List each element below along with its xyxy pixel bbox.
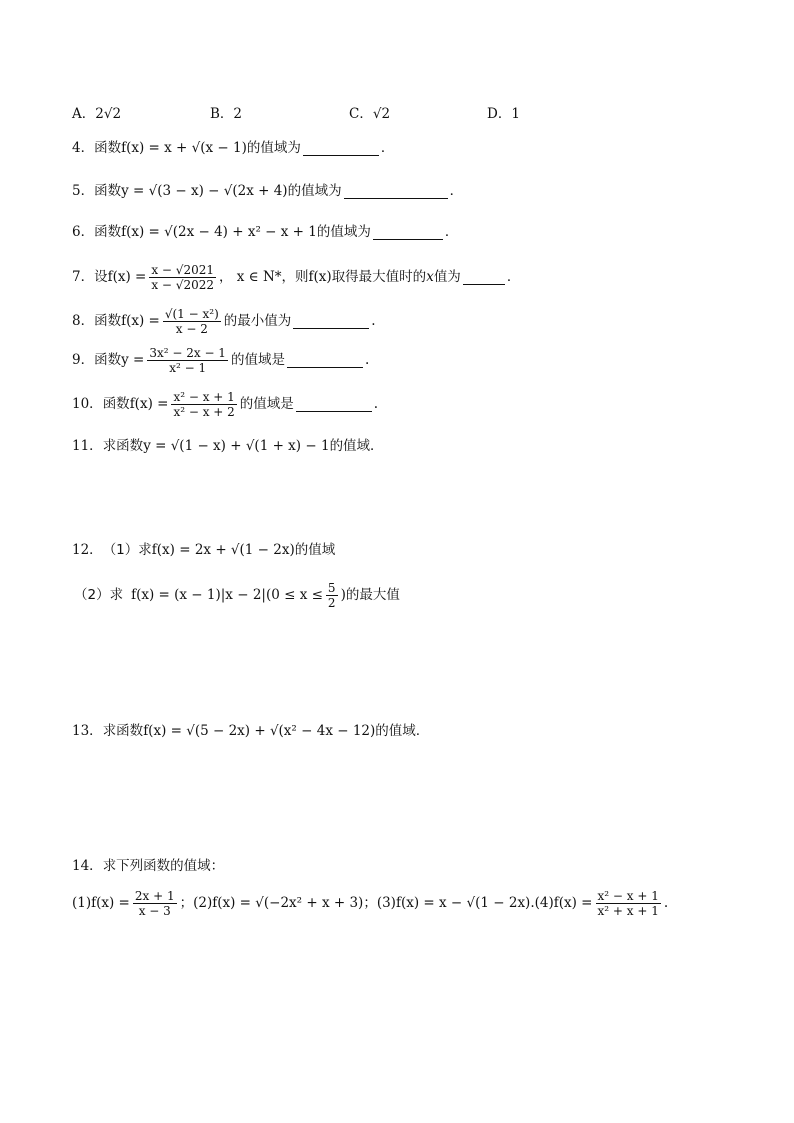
question-text: （2）求 xyxy=(74,587,124,603)
question-number: 14． xyxy=(72,858,103,874)
question-number: 6． xyxy=(72,224,95,240)
question-12-part-2 xyxy=(74,580,400,610)
question-text: 的值域是 xyxy=(239,396,294,412)
fraction xyxy=(171,390,236,419)
math-lhs: f(x) = xyxy=(553,895,593,911)
question-text: 的最大值 xyxy=(345,587,400,603)
option-c-value: √2 xyxy=(372,106,391,122)
fraction-denominator: x − 2 xyxy=(175,321,208,336)
question-10 xyxy=(72,389,378,419)
fraction-numerator: 5 xyxy=(327,580,336,595)
part-label: (4) xyxy=(534,895,554,911)
fraction xyxy=(133,889,177,918)
option-d-value: 1 xyxy=(511,106,520,122)
punctuation: ． xyxy=(506,269,521,285)
question-5 xyxy=(72,181,463,201)
math-expression: f(x) = (x − 1)|x − 2|(0 ≤ x ≤ xyxy=(131,587,323,603)
fraction xyxy=(326,581,338,610)
question-text: ，则 xyxy=(281,269,309,285)
question-number: 13． xyxy=(72,723,103,739)
math-expression: f(x) = x + √(x − 1) xyxy=(121,140,247,156)
fraction-numerator: 2x + 1 xyxy=(134,888,175,903)
option-d-label: D． xyxy=(487,106,512,122)
punctuation: . xyxy=(364,352,370,368)
question-text: 的值域． xyxy=(329,438,384,454)
fraction-numerator: √(1 − x²) xyxy=(164,306,219,321)
question-number: 12． xyxy=(72,542,103,558)
math-lhs: y = xyxy=(121,352,145,368)
question-14-parts xyxy=(72,888,668,918)
question-text: 求下列函数的值域： xyxy=(102,858,225,874)
answer-blank[interactable] xyxy=(293,314,369,329)
option-c xyxy=(349,102,390,122)
separator: ； xyxy=(179,895,194,911)
fraction-numerator: x² − x + 1 xyxy=(597,888,659,903)
answer-blank[interactable] xyxy=(287,353,363,368)
question-text: 函数 xyxy=(94,224,122,240)
question-text: 取得最大值时的 xyxy=(331,269,427,285)
question-number: 9． xyxy=(72,352,95,368)
answer-blank[interactable] xyxy=(296,397,372,412)
math-expression: f(x) = 2x + √(1 − 2x) xyxy=(151,542,295,558)
math-expression: f(x) = √(5 − 2x) + √(x² − 4x − 12) xyxy=(143,723,376,739)
question-11 xyxy=(72,436,384,456)
punctuation: ． xyxy=(380,140,395,156)
question-number: 7． xyxy=(72,269,95,285)
part-label: (3) xyxy=(376,895,396,911)
math-expression: f(x) = √(−2x² + x + 3) xyxy=(212,895,364,911)
math-expression: y = √(1 − x) + √(1 + x) − 1 xyxy=(143,438,330,454)
question-text: 函数 xyxy=(94,352,122,368)
question-text: 函数 xyxy=(94,183,122,199)
question-text: 的值域为 xyxy=(246,140,301,156)
condition: ， x ∈ N* xyxy=(218,269,282,285)
punctuation: ． xyxy=(444,224,459,240)
question-text: 的值域. xyxy=(375,723,421,739)
fraction-denominator: x² − 1 xyxy=(169,360,207,375)
math-expression: f(x) = √(2x − 4) + x² − x + 1 xyxy=(121,224,317,240)
part-label: (2) xyxy=(193,895,213,911)
question-number: 8． xyxy=(72,313,95,329)
question-text: 的最小值为 xyxy=(223,313,292,329)
option-b-label: B． xyxy=(210,106,234,122)
question-text: 值为 xyxy=(433,269,461,285)
question-7 xyxy=(72,262,520,292)
punctuation: . xyxy=(663,895,669,911)
answer-blank[interactable] xyxy=(303,141,379,156)
question-text: 求函数 xyxy=(102,438,144,454)
fraction-denominator: x − √2022 xyxy=(151,277,214,292)
separator: . xyxy=(530,895,535,911)
question-text: 函数 xyxy=(102,396,130,412)
question-text: 函数 xyxy=(94,313,122,329)
question-text: 的值域 xyxy=(294,542,336,558)
question-text: （1）求 xyxy=(102,542,152,558)
option-a-label: A． xyxy=(72,106,96,122)
fraction-denominator: x² − x + 2 xyxy=(173,404,235,419)
question-4 xyxy=(72,138,394,158)
fraction xyxy=(163,307,221,336)
question-text: 设 xyxy=(94,269,108,285)
question-text: 函数 xyxy=(94,140,122,156)
question-9 xyxy=(72,345,369,375)
fraction-numerator: x − √2021 xyxy=(151,262,214,277)
math-lhs: f(x) = xyxy=(129,396,169,412)
fraction xyxy=(149,263,216,292)
fraction-denominator: x² + x + 1 xyxy=(597,903,659,918)
question-text: 的值域为 xyxy=(316,224,371,240)
question-13 xyxy=(72,721,420,741)
option-a xyxy=(72,102,121,122)
question-number: 5． xyxy=(72,183,95,199)
question-text: 求函数 xyxy=(102,723,144,739)
math-expression: f(x) = x − √(1 − 2x) xyxy=(395,895,531,911)
question-6 xyxy=(72,222,458,242)
question-number: 11． xyxy=(72,438,103,454)
option-c-label: C． xyxy=(349,106,373,122)
option-b-value: 2 xyxy=(233,106,243,122)
question-8 xyxy=(72,306,376,336)
question-14 xyxy=(72,856,224,876)
question-text: 的值域为 xyxy=(287,183,342,199)
question-12-part-1 xyxy=(72,540,335,560)
option-b xyxy=(210,102,242,122)
fraction-numerator: x² − x + 1 xyxy=(173,389,235,404)
option-d xyxy=(487,102,520,122)
option-a-value: 2√2 xyxy=(95,106,122,122)
fraction-numerator: 3x² − 2x − 1 xyxy=(149,345,226,360)
answer-blank[interactable] xyxy=(373,225,443,240)
question-text: 的值域是 xyxy=(230,352,285,368)
question-number: 10． xyxy=(72,396,103,412)
math-variable: x xyxy=(426,269,434,285)
answer-blank[interactable] xyxy=(463,270,505,285)
punctuation: ． xyxy=(449,183,464,199)
math-lhs: f(x) = xyxy=(107,269,147,285)
fraction-denominator: 2 xyxy=(327,595,336,610)
separator: ； xyxy=(363,895,377,911)
answer-blank[interactable] xyxy=(344,184,448,199)
math-lhs: f(x) = xyxy=(121,313,160,329)
math-expression: y = √(3 − x) − √(2x + 4) xyxy=(121,183,288,199)
fraction xyxy=(596,889,661,918)
fraction-denominator: x − 3 xyxy=(138,903,171,918)
part-label: (1) xyxy=(72,895,92,911)
question-number: 4． xyxy=(72,140,95,156)
math-expression: f(x) xyxy=(308,269,332,285)
punctuation: . xyxy=(373,396,379,412)
math-expression: ) xyxy=(340,587,346,603)
punctuation: . xyxy=(371,313,376,329)
math-lhs: f(x) = xyxy=(91,895,130,911)
fraction xyxy=(147,346,228,375)
